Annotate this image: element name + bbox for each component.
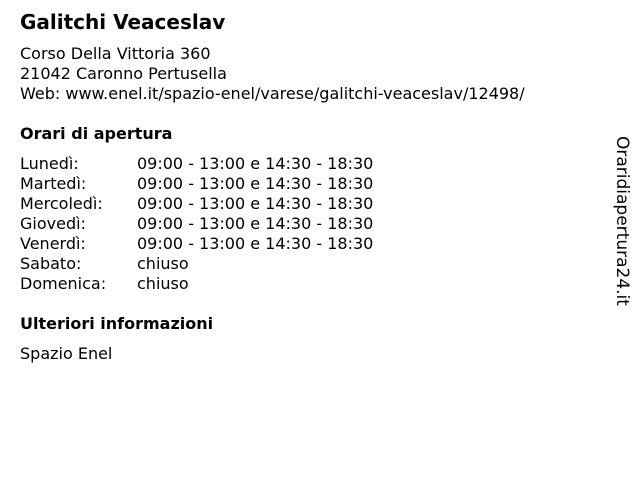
hours-row-monday: [20, 154, 373, 174]
day-label: Lunedì:: [20, 154, 79, 173]
hours-row-saturday: [20, 254, 373, 274]
day-hours: 09:00 - 13:00 e 14:30 - 18:30: [137, 154, 374, 173]
additional-info-heading: Ulteriori informazioni: [20, 314, 214, 333]
hours-row-tuesday: [20, 174, 373, 194]
day-label: Domenica:: [20, 274, 107, 293]
opening-hours-heading: Orari di apertura: [20, 124, 173, 143]
opening-hours-table: [20, 154, 373, 294]
day-hours: 09:00 - 13:00 e 14:30 - 18:30: [137, 214, 374, 233]
day-hours: 09:00 - 13:00 e 14:30 - 18:30: [137, 194, 374, 213]
address-street: Corso Della Vittoria 360: [20, 44, 211, 63]
day-hours: chiuso: [137, 254, 189, 273]
hours-row-sunday: [20, 274, 373, 294]
day-hours: chiuso: [137, 274, 189, 293]
day-label: Mercoledì:: [20, 194, 103, 213]
site-watermark: Oraridiapertura24.it: [612, 136, 632, 306]
address-block: [20, 44, 525, 104]
day-label: Venerdì:: [20, 234, 86, 253]
address-city: 21042 Caronno Pertusella: [20, 64, 227, 83]
additional-info-text: Spazio Enel: [20, 344, 113, 363]
day-label: Sabato:: [20, 254, 82, 273]
page-title: Galitchi Veaceslav: [20, 10, 226, 34]
day-label: Giovedì:: [20, 214, 86, 233]
day-hours: 09:00 - 13:00 e 14:30 - 18:30: [137, 174, 374, 193]
hours-row-wednesday: [20, 194, 373, 214]
day-label: Martedì:: [20, 174, 87, 193]
web-link[interactable]: Web: www.enel.it/spazio-enel/varese/galitchi-veaceslav/12498/: [20, 84, 525, 103]
hours-row-thursday: [20, 214, 373, 234]
hours-row-friday: [20, 234, 373, 254]
day-hours: 09:00 - 13:00 e 14:30 - 18:30: [137, 234, 374, 253]
